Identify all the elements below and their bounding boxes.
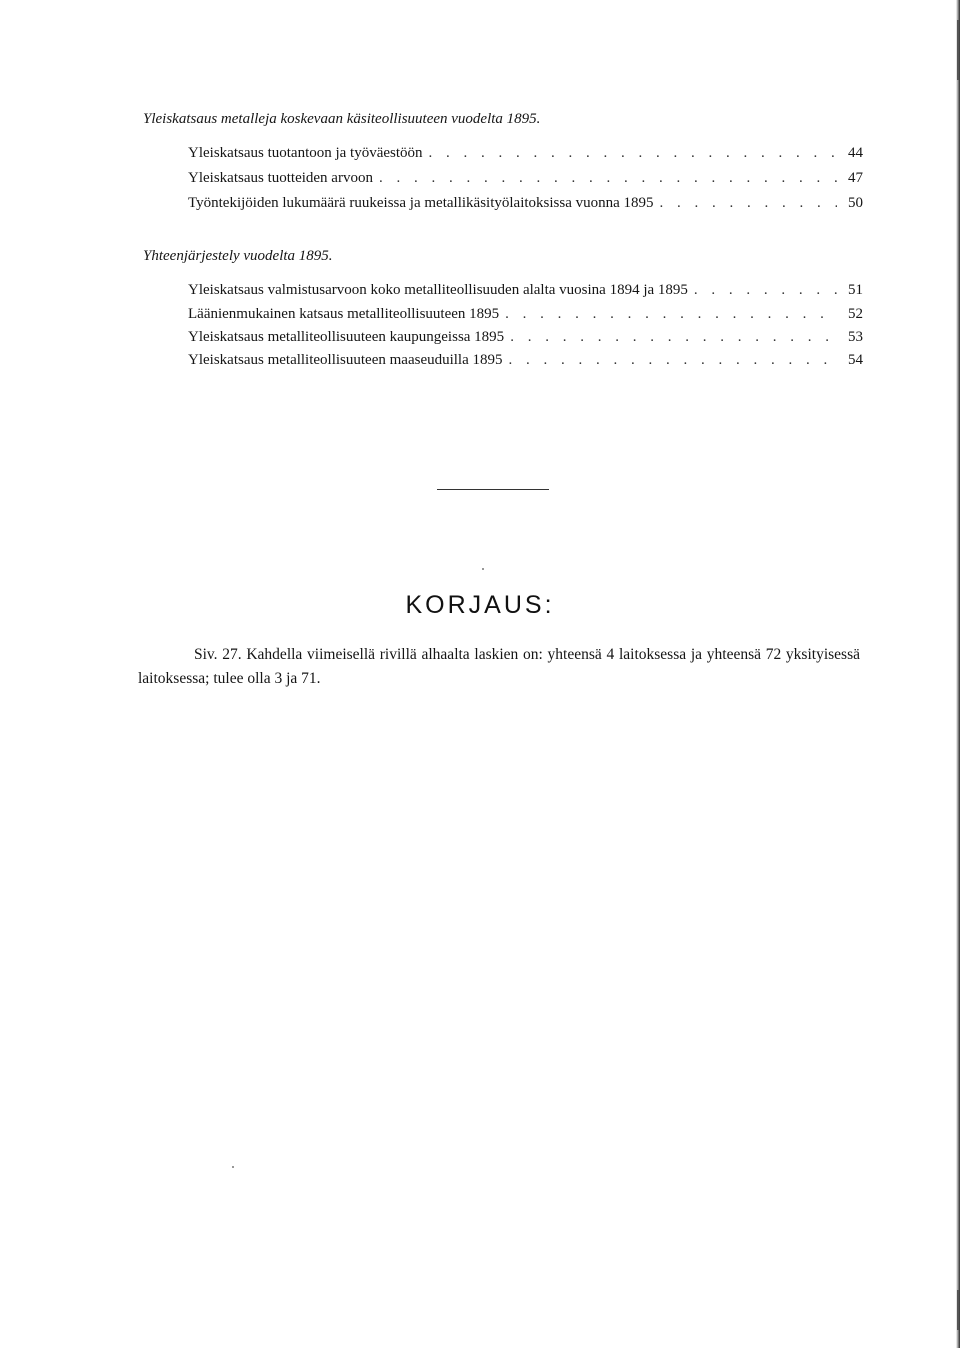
toc-entry-title: Yleiskatsaus valmistusarvoon koko metalliteollisuuden alalta vuosina 1894 ja 1895 — [188, 282, 688, 298]
dot-leader — [423, 145, 837, 162]
toc-entry-page: 53 — [848, 329, 863, 345]
toc-entry — [188, 306, 863, 328]
scan-speck — [232, 1166, 234, 1168]
scan-mark — [957, 20, 959, 80]
correction-heading: KORJAUS: — [405, 591, 555, 619]
dot-leader — [688, 282, 837, 299]
toc-entry-page: 47 — [848, 170, 863, 186]
scan-mark — [957, 1290, 959, 1330]
separator-rule — [437, 489, 549, 490]
toc-entry — [188, 145, 863, 167]
toc-entry-page: 54 — [848, 352, 863, 368]
toc-entry — [188, 329, 863, 351]
dot-leader — [373, 170, 837, 187]
correction-text: Siv. 27. Kahdella viimeisellä rivillä alhaalta laskien on: yhteensä 4 laitoksessa ja yhteensä 72 yksityisessä laitoksessa; tulee olla 3 ja 71. — [138, 646, 860, 687]
dot-leader — [503, 352, 837, 369]
page-edge-shadow — [956, 0, 960, 1348]
toc-entry-title: Työntekijöiden lukumäärä ruukeissa ja metallikäsityölaitoksissa vuonna 1895 — [188, 195, 654, 211]
toc-entry-title: Yleiskatsaus tuotantoon ja työväestöön — [188, 145, 423, 161]
dot-leader — [654, 195, 837, 212]
section-heading-metal-handicraft: Yleiskatsaus metalleja koskevaan käsiteollisuuteen vuodelta 1895. — [143, 111, 541, 127]
toc-entry — [188, 282, 863, 304]
toc-entry-title: Yleiskatsaus metalliteollisuuteen kaupungeissa 1895 — [188, 329, 505, 345]
toc-entry-page: 51 — [848, 282, 863, 298]
toc-entry — [188, 170, 863, 192]
toc-entry-page: 52 — [848, 306, 863, 322]
section-heading-summary: Yhteenjärjestely vuodelta 1895. — [143, 248, 333, 264]
toc-entry — [188, 195, 863, 217]
dot-leader — [504, 329, 837, 346]
toc-entry-title: Yleiskatsaus metalliteollisuuteen maaseuduilla 1895 — [188, 352, 503, 368]
toc-entry-page: 50 — [848, 195, 863, 211]
toc-entry — [188, 352, 863, 374]
dot-leader — [499, 306, 837, 323]
toc-entry-title: Yleiskatsaus tuotteiden arvoon — [188, 170, 373, 186]
toc-entry-page: 44 — [848, 145, 863, 161]
toc-entry-title: Läänienmukainen katsaus metalliteollisuuteen 1895 — [188, 306, 500, 322]
scan-speck — [482, 568, 484, 570]
